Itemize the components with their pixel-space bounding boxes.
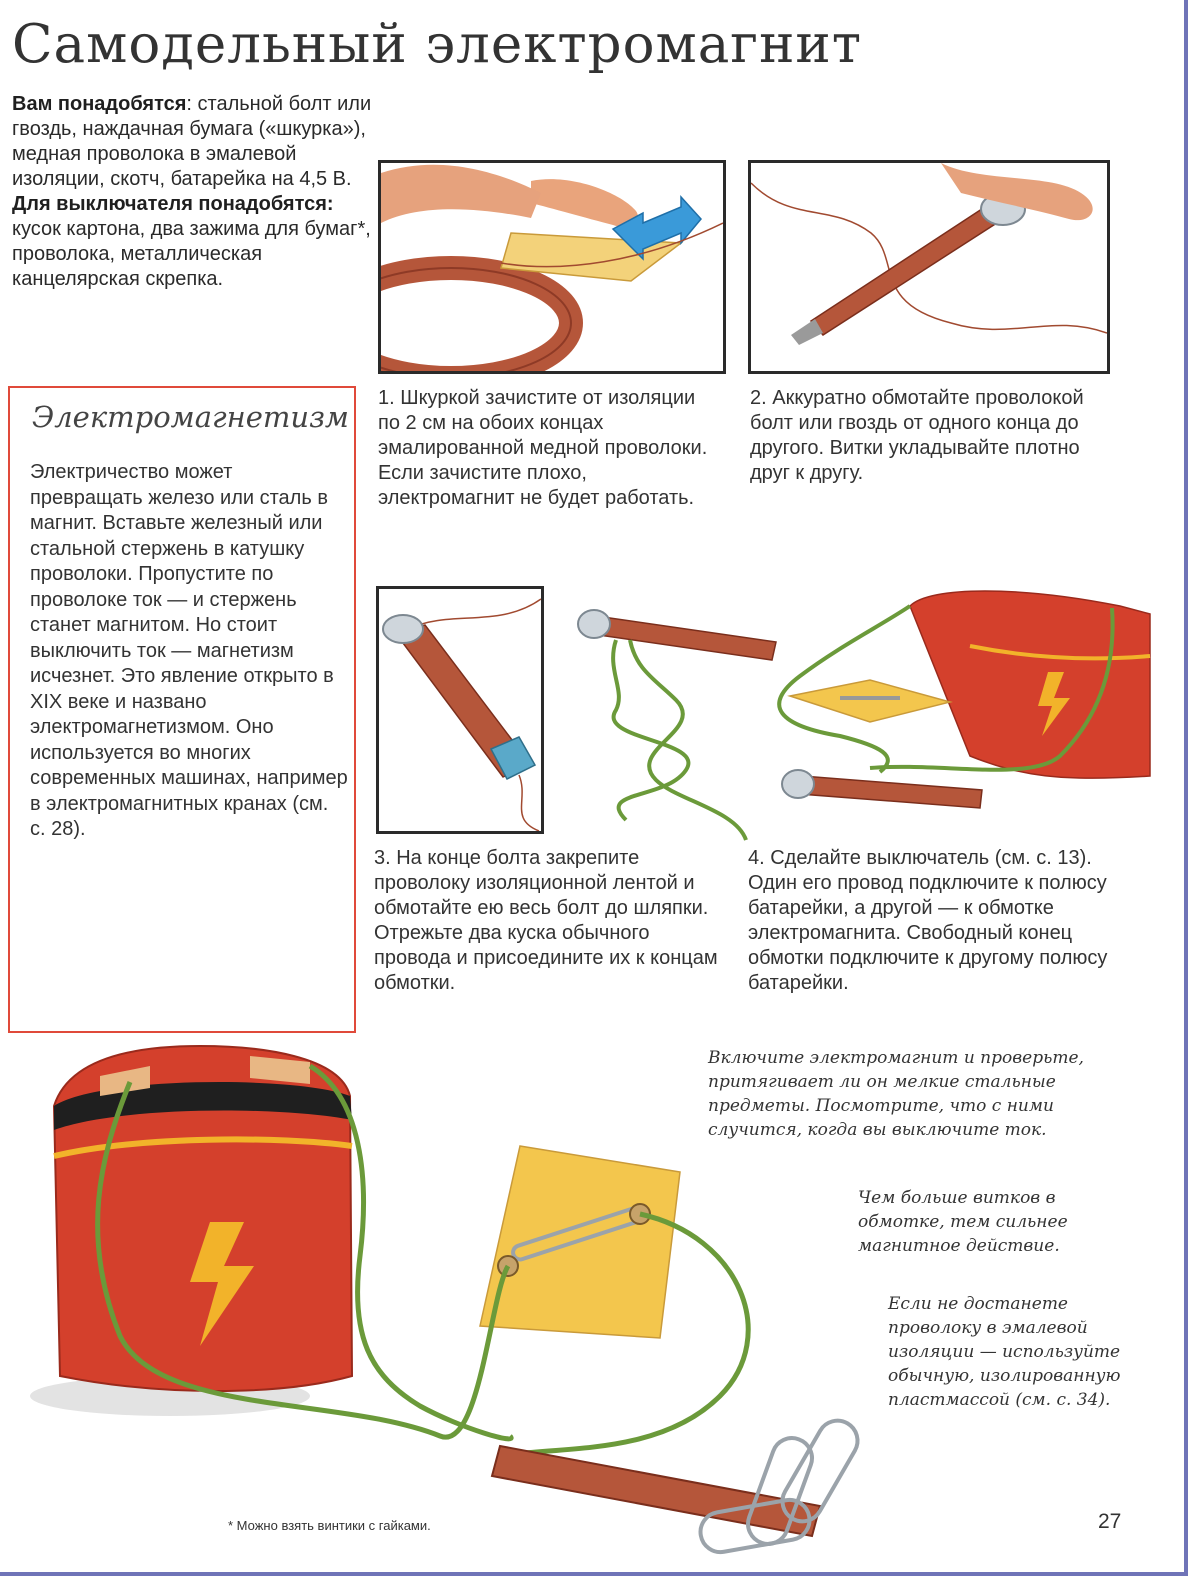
bolt-with-leads-image xyxy=(566,590,786,840)
bolt-head xyxy=(782,770,814,798)
bolt-head xyxy=(578,610,610,638)
hand xyxy=(381,165,541,223)
step-1-caption: 1. Шкуркой зачистите от изоляции по 2 см на обоих концах эмалированной медной проволоки. Если зачистите плохо, электромагнит не будет работать. xyxy=(378,387,708,509)
winding-bolt-image xyxy=(751,163,1107,371)
wire-tail xyxy=(519,775,539,831)
materials-needed-label: Вам понадобятся xyxy=(12,93,187,115)
step-3-illustration xyxy=(376,586,544,834)
wire-coil xyxy=(381,268,571,371)
tip-wire-substitute: Если не достанете проволоку в эмалевой изоляции — используйте обычную, изолированную пластмассой (см. с. 34). xyxy=(888,1294,1121,1410)
taped-bolt-image xyxy=(379,589,541,831)
wound-bolt xyxy=(592,616,776,660)
materials-switch-label: Для выключателя понадобятся: xyxy=(12,193,334,215)
wound-bolt xyxy=(811,203,1003,335)
step-1-illustration xyxy=(378,160,726,374)
step-2-caption: 2. Аккуратно обмотайте проволокой болт или гвоздь от одного конца до другого. Витки укладывайте плотно друг к другу. xyxy=(750,387,1084,484)
page-title: Самодельный электромагнит xyxy=(12,14,863,75)
sidebar-title: Электромагнетизм xyxy=(32,400,349,434)
materials-switch xyxy=(12,192,372,292)
materials-switch-text: кусок картона, два зажима для бумаг*, проволока, металлическая канцелярская скрепка. xyxy=(12,218,371,290)
tip-more-turns: Чем больше витков в обмотке, тем сильнее магнитное действие. xyxy=(858,1188,1068,1256)
wire-end xyxy=(409,599,541,629)
step-3-caption: 3. На конце болта закрепите проволоку изоляционной лентой и обмотайте ею весь болт до шляпки. Отрежьте два куска обычного провода и присоедините их к концам обмотки. xyxy=(374,847,718,994)
materials-needed-text: : стальной болт или гвоздь, наждачная бумага («шкурка»), медная проволока в эмалевой изоляции, скотч, батарейка на 4,5 В. xyxy=(12,93,372,190)
circuit-assembly-image xyxy=(760,586,1160,822)
materials-block xyxy=(12,92,372,292)
finger xyxy=(531,179,638,227)
bolt-head xyxy=(383,615,423,643)
sidebar-text: Электричество может превращать железо или сталь в магнит. Вставьте железный или стальной стержень в катушку проволоки. Пропустите по проволоке ток — и стержень станет магнитом. Но стоит выключить ток — магнетизм исчезнет. Это явление открыто в XIX веке и названо электромагнетизмом. Оно используется во многих современных машинах, например в электромагнитных кранах (см. с. 28). xyxy=(30,461,348,840)
step-2-illustration xyxy=(748,160,1110,374)
step-4-caption: 4. Сделайте выключатель (см. с. 13). Один его провод подключите к полюсу батарейки, а другой — к обмотке электромагнита. Свободный конец обмотки подключите к другому полюсу батарейки. xyxy=(748,847,1108,994)
sanding-wire-image xyxy=(381,163,723,371)
wound-bolt xyxy=(800,776,982,808)
tip-test-magnet: Включите электромагнит и проверьте, притягивает ли он мелкие стальные предметы. Посмотрите, что с ними случится, когда вы выключите ток. xyxy=(708,1048,1084,1140)
page-number: 27 xyxy=(1098,1510,1122,1533)
switch-card xyxy=(790,680,950,722)
electromagnetism-sidebar xyxy=(8,386,356,1033)
footnote: * Можно взять винтики с гайками. xyxy=(228,1518,431,1533)
materials-needed xyxy=(12,92,372,192)
